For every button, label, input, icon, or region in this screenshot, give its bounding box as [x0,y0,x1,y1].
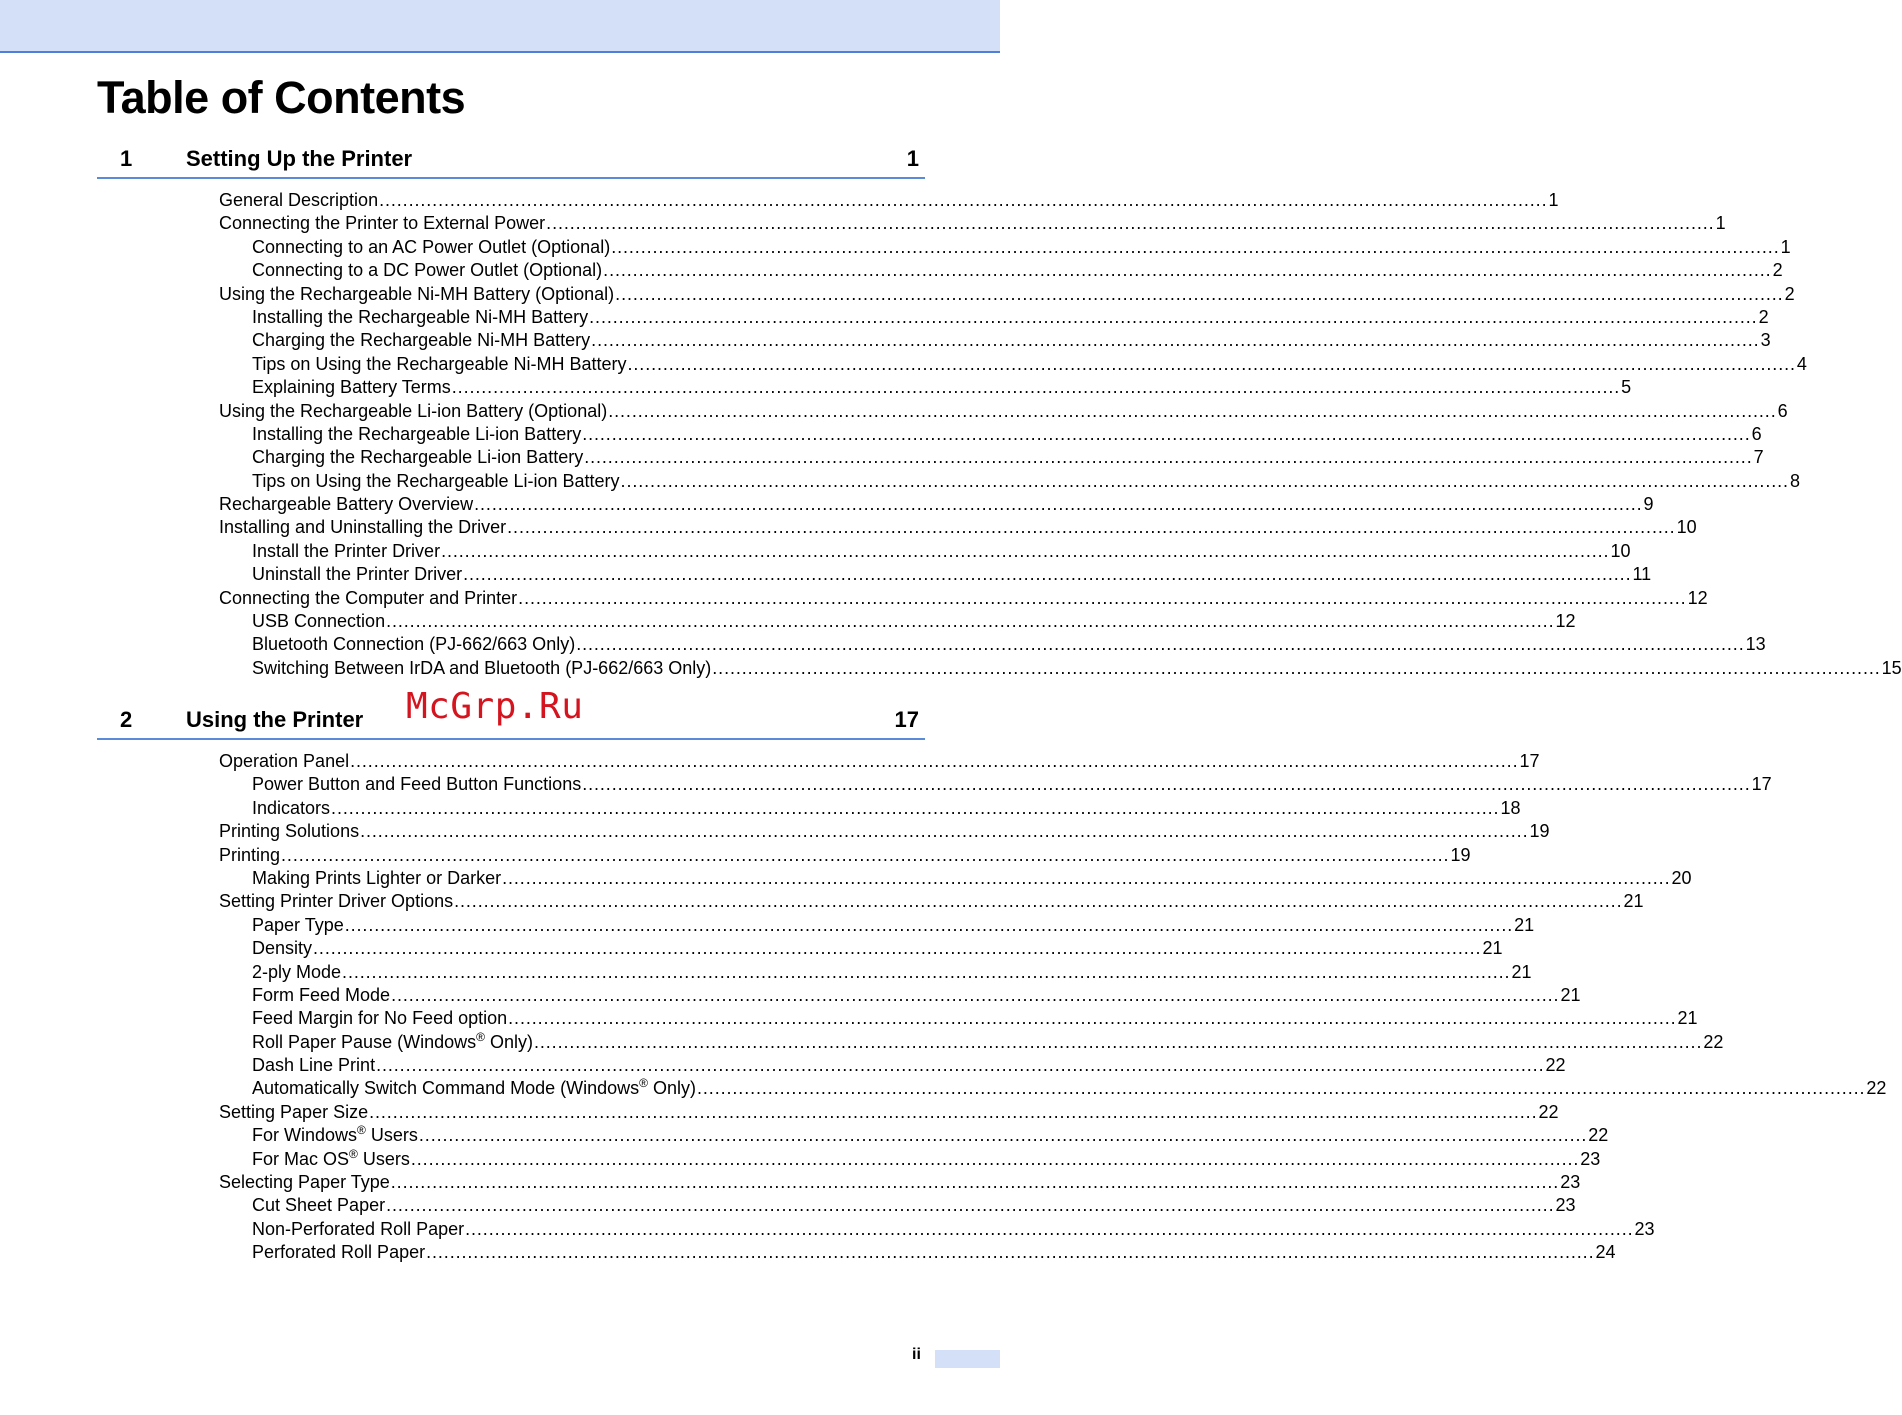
toc-entry-page: 10 [1610,540,1631,561]
toc-entry-title: Using the Rechargeable Li-ion Battery (Optional) [219,400,608,421]
chapter-title: Setting Up the Printer [186,146,413,171]
toc-entry[interactable] [252,633,1766,656]
footer-tab [935,1350,1000,1368]
dot-leader: ...................................................................................................................................................................................................... [313,938,1482,959]
dot-leader: ...................................................................................................................................................................................................... [441,540,1610,561]
dot-leader: ...................................................................................................................................................................................................... [465,1218,1634,1239]
dot-leader: ...................................................................................................................................................................................................... [608,400,1777,421]
toc-entry-title: Setting Paper Size [219,1101,369,1122]
toc-entry[interactable] [252,1054,1566,1077]
dot-leader: ...................................................................................................................................................................................................... [502,867,1671,888]
toc-entry[interactable] [219,1101,1559,1124]
toc-entry[interactable] [252,1007,1698,1030]
dot-leader: ...................................................................................................................................................................................................... [390,1172,1560,1193]
toc-entry-page: 22 [1703,1031,1724,1052]
toc-entry[interactable] [219,283,1795,306]
toc-entry-page: 1 [1548,190,1559,210]
toc-entry-page: 12 [1687,587,1708,608]
toc-entry[interactable] [252,353,1807,376]
toc-entry-title: Form Feed Mode [252,984,391,1005]
toc-entry[interactable] [219,212,1726,235]
toc-entry[interactable] [219,844,1471,867]
chapter-1-entries [0,189,1902,680]
toc-entry-title: For Mac OS® Users [252,1146,410,1169]
toc-entry[interactable] [252,376,1632,399]
toc-entry[interactable] [219,750,1540,773]
dot-leader: ...................................................................................................................................................................................................... [615,283,1784,304]
dot-leader: ...................................................................................................................................................................................................... [410,1148,1580,1169]
dot-leader: ...................................................................................................................................................................................................... [454,891,1623,912]
dot-leader: ...................................................................................................................................................................................................... [350,751,1519,771]
toc-entry-title: Install the Printer Driver [252,540,441,561]
dot-leader: ...................................................................................................................................................................................................... [576,634,1745,655]
toc-entry-page: 10 [1676,517,1697,538]
toc-entry-title: Printing [219,844,281,865]
chapter-page: 1 [906,146,919,171]
dot-leader: ...................................................................................................................................................................................................... [369,1101,1538,1122]
toc-entry-title: Non-Perforated Roll Paper [252,1218,465,1239]
toc-entry[interactable] [252,329,1771,352]
dot-leader: ...................................................................................................................................................................................................... [627,353,1796,374]
toc-entry-title: Selecting Paper Type [219,1172,390,1193]
toc-entry-title: Charging the Rechargeable Ni-MH Battery [252,330,591,351]
toc-entry[interactable] [252,423,1762,446]
toc-entry-page: 22 [1538,1101,1559,1122]
toc-entry-title: Rechargeable Battery Overview [219,494,474,515]
toc-entry[interactable] [252,773,1772,796]
toc-entry-title: Setting Printer Driver Options [219,891,454,912]
dot-leader: ...................................................................................................................................................................................................... [507,517,1676,538]
toc-entry[interactable] [252,563,1652,586]
toc-entry[interactable] [252,984,1581,1007]
toc-entry-page: 4 [1796,353,1807,374]
toc-entry[interactable] [252,657,1902,680]
toc-entry-page: 23 [1580,1148,1601,1169]
toc-entry-title: Uninstall the Printer Driver [252,564,463,585]
toc-entry-page: 23 [1634,1218,1655,1239]
toc-entry-page: 21 [1560,984,1581,1005]
toc-entry-page: 8 [1789,470,1800,491]
dot-leader: ...................................................................................................................................................................................................... [589,306,1758,327]
toc-entry-title: Charging the Rechargeable Li-ion Battery [252,447,584,468]
dot-leader: ...................................................................................................................................................................................................... [591,330,1760,351]
dot-leader: ...................................................................................................................................................................................................... [508,1008,1677,1029]
toc-entry[interactable] [252,236,1791,259]
toc-entry[interactable] [252,1241,1616,1264]
toc-entry-page: 21 [1482,938,1503,959]
toc-entry[interactable] [252,797,1521,820]
chapter-heading-1[interactable] [97,143,925,179]
toc-entry[interactable] [219,516,1697,539]
toc-entry-page: 22 [1866,1078,1887,1099]
dot-leader: ...................................................................................................................................................................................................... [342,961,1511,982]
toc-entry[interactable] [252,867,1692,890]
chapter-page: 17 [894,707,919,732]
toc-entry-title: Installing the Rechargeable Li-ion Battery [252,423,582,444]
dot-leader: ...................................................................................................................................................................................................... [281,844,1450,865]
toc-entry-title: Using the Rechargeable Ni-MH Battery (Optional) [219,283,615,304]
toc-entry-title: Paper Type [252,914,344,935]
dot-leader: ...................................................................................................................................................................................................... [418,1125,1588,1146]
dot-leader: ...................................................................................................................................................................................................... [360,821,1529,842]
toc-entry[interactable] [252,1076,1887,1100]
toc-entry[interactable] [252,1123,1609,1147]
toc-entry-page: 19 [1450,844,1471,865]
toc-entry[interactable] [252,1218,1655,1241]
header-band [0,0,1000,53]
dot-leader: ...................................................................................................................................................................................................... [463,564,1632,585]
toc-entry-title: Connecting the Printer to External Power [219,213,546,234]
toc-entry[interactable] [219,890,1644,913]
toc-entry-page: 2 [1758,306,1769,327]
toc-entry-title: For Windows® Users [252,1123,418,1146]
dot-leader: ...................................................................................................................................................................................................... [451,377,1621,398]
toc-entry-title: Installing and Uninstalling the Driver [219,517,507,538]
dot-leader: ...................................................................................................................................................................................................... [331,797,1500,818]
toc-entry[interactable] [252,1194,1576,1217]
toc-entry-title: Operation Panel [219,751,350,771]
dot-leader: ...................................................................................................................................................................................................... [376,1055,1545,1076]
toc-entry-page: 23 [1555,1195,1576,1216]
chapter-number: 2 [120,707,133,732]
toc-entry-title: Installing the Rechargeable Ni-MH Battery [252,306,589,327]
toc-entry-page: 9 [1643,494,1654,515]
toc-entry-title: Making Prints Lighter or Darker [252,867,502,888]
toc-entry[interactable] [219,587,1708,610]
toc-entry-page: 17 [1519,751,1540,771]
toc-entry-page: 21 [1623,891,1644,912]
toc-entry[interactable] [252,1146,1601,1171]
toc-entry-title: Power Button and Feed Button Functions [252,774,582,795]
dot-leader: ...................................................................................................................................................................................................... [344,914,1514,935]
dot-leader: ...................................................................................................................................................................................................... [603,260,1772,281]
dot-leader: ...................................................................................................................................................................................................... [620,470,1789,491]
dot-leader: ...................................................................................................................................................................................................... [426,1242,1595,1263]
toc-entry-page: 7 [1753,447,1764,468]
page-number: ii [912,1346,921,1363]
dot-leader: ...................................................................................................................................................................................................... [386,1195,1555,1216]
toc-entry-page: 22 [1588,1125,1609,1146]
dot-leader: ...................................................................................................................................................................................................... [697,1078,1866,1099]
dot-leader: ...................................................................................................................................................................................................... [582,774,1751,795]
toc-entry[interactable] [252,259,1783,282]
chapter-number: 1 [120,146,133,171]
toc-entry-page: 2 [1784,283,1795,304]
dot-leader: ...................................................................................................................................................................................................... [379,190,1548,210]
toc-entry-page: 15 [1881,657,1902,678]
dot-leader: ...................................................................................................................................................................................................... [712,657,1881,678]
toc-entry-page: 19 [1529,821,1550,842]
toc-entry-page: 21 [1514,914,1535,935]
toc-entry-page: 13 [1745,634,1766,655]
toc-entry[interactable] [219,1171,1581,1194]
dot-leader: ...................................................................................................................................................................................................... [386,611,1555,632]
toc-entry-title: Roll Paper Pause (Windows® Only) [252,1029,533,1052]
toc-entry-title: General Description [219,190,379,210]
dot-leader: ...................................................................................................................................................................................................... [582,423,1751,444]
dot-leader: ...................................................................................................................................................................................................... [546,213,1715,234]
toc-entry-title: Connecting to an AC Power Outlet (Optional) [252,236,611,257]
toc-entry-page: 20 [1671,867,1692,888]
toc-entry-page: 12 [1555,611,1576,632]
toc-entry-title: Connecting to a DC Power Outlet (Optional) [252,260,603,281]
toc-entry[interactable] [252,937,1503,960]
toc-entry[interactable] [252,914,1535,937]
toc-entry[interactable] [219,189,1559,212]
toc-entry-page: 1 [1715,213,1726,234]
toc-entry[interactable] [219,400,1788,423]
toc-entry-title: Tips on Using the Rechargeable Ni-MH Battery [252,353,627,374]
toc-entry-title: Cut Sheet Paper [252,1195,386,1216]
page-title: Table of Contents [97,72,466,123]
toc-entry[interactable] [252,446,1764,469]
toc-entry-page: 18 [1500,797,1521,818]
dot-leader: ...................................................................................................................................................................................................... [391,984,1560,1005]
toc-entry-page: 3 [1760,330,1771,351]
chapter-2-entries [0,750,1887,1265]
toc-entry-page: 5 [1621,377,1632,398]
toc-entry[interactable] [252,470,1800,493]
toc-entry-page: 2 [1772,260,1783,281]
toc-entry-page: 1 [1780,236,1791,257]
toc-entry[interactable] [219,493,1654,516]
toc-entry-title: Explaining Battery Terms [252,377,451,398]
toc-entry-title: Indicators [252,797,331,818]
dot-leader: ...................................................................................................................................................................................................... [533,1031,1703,1052]
toc-entry-title: Feed Margin for No Feed option [252,1008,508,1029]
toc-entry-title: Perforated Roll Paper [252,1242,426,1263]
toc-entry[interactable] [252,1029,1724,1054]
toc-entry-title: Connecting the Computer and Printer [219,587,518,608]
chapter-title: Using the Printer [186,707,364,732]
toc-entry-title: Automatically Switch Command Mode (Windows® Only) [252,1076,696,1099]
toc-entry-page: 23 [1560,1172,1581,1193]
toc-entry-title: USB Connection [252,611,386,632]
toc-entry-page: 21 [1677,1008,1698,1029]
toc-entry[interactable] [252,610,1576,633]
toc-entry-title: Tips on Using the Rechargeable Li-ion Battery [252,470,620,491]
toc-entry[interactable] [252,306,1769,329]
toc-entry[interactable] [252,540,1631,563]
toc-entry-page: 6 [1751,423,1762,444]
toc-entry-page: 22 [1545,1055,1566,1076]
toc-entry[interactable] [219,820,1550,843]
dot-leader: ...................................................................................................................................................................................................... [584,447,1753,468]
dot-leader: ...................................................................................................................................................................................................... [474,494,1643,515]
toc-entry-page: 17 [1751,774,1772,795]
toc-entry-title: Switching Between IrDA and Bluetooth (PJ-662/663 Only) [252,657,712,678]
toc-entry[interactable] [252,961,1532,984]
dot-leader: ...................................................................................................................................................................................................... [611,236,1780,257]
toc-entry-page: 6 [1777,400,1788,421]
toc-entry-page: 11 [1632,564,1652,585]
toc-entry-title: Density [252,938,313,959]
toc-entry-page: 21 [1511,961,1532,982]
toc-entry-title: Dash Line Print [252,1055,376,1076]
toc-entry-page: 24 [1595,1242,1616,1263]
toc-entry-title: Printing Solutions [219,821,360,842]
toc-entry-title: Bluetooth Connection (PJ-662/663 Only) [252,634,576,655]
watermark-logo: McGrp.Ru [406,686,584,727]
dot-leader: ...................................................................................................................................................................................................... [518,587,1687,608]
toc-entry-title: 2-ply Mode [252,961,342,982]
